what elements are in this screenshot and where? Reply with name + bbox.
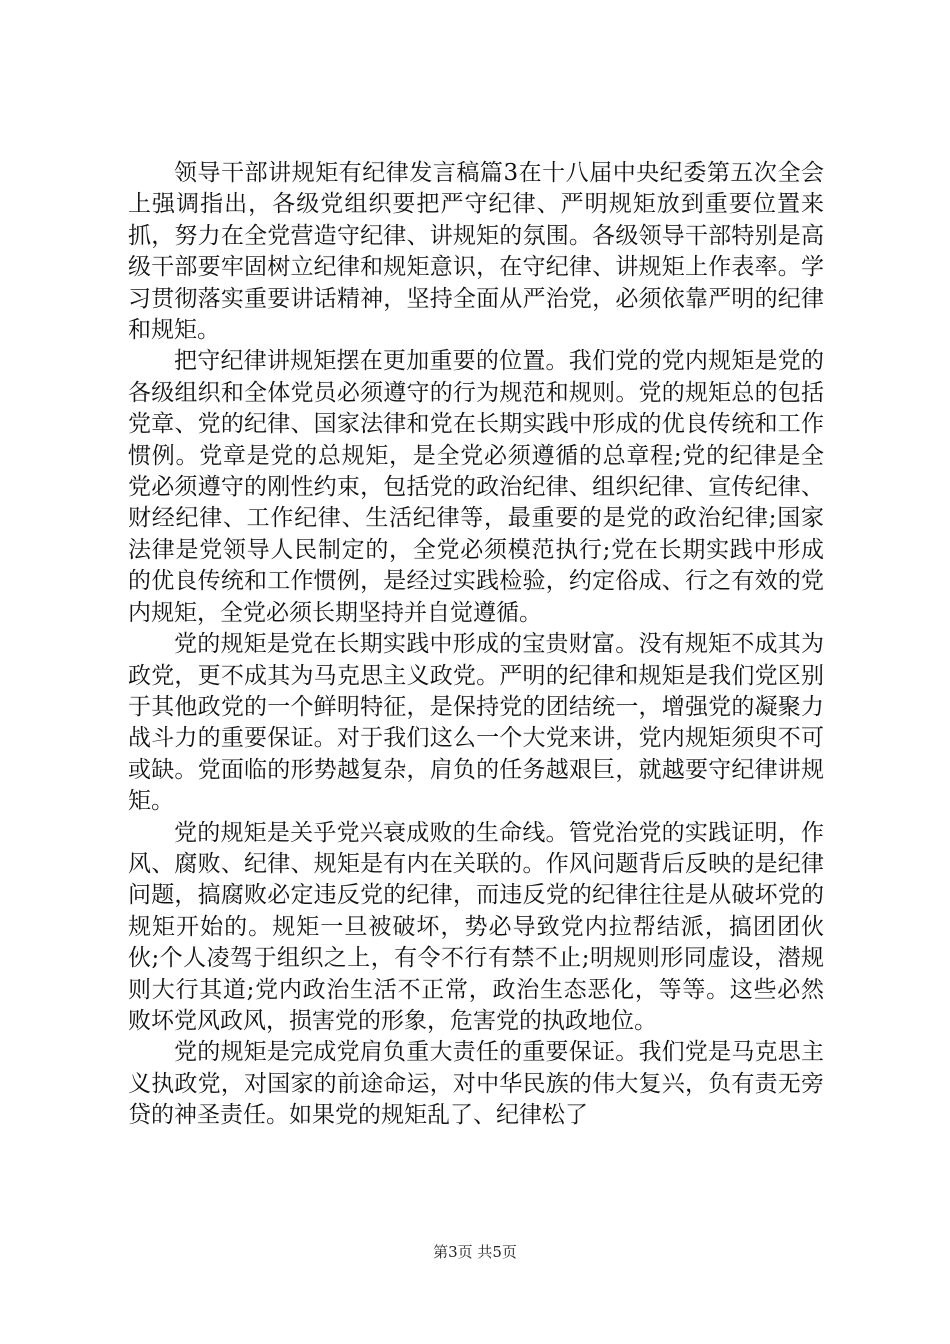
paragraph: 党的规矩是完成党肩负重大责任的重要保证。我们党是马克思主义执政党，对国家的前途命运，对中华民族的伟大复兴，负有责无旁贷的神圣责任。如果党的规矩乱了、纪律松了 [128, 1039, 824, 1129]
document-body [128, 158, 824, 1132]
paragraph: 党的规矩是党在长期实践中形成的宝贵财富。没有规矩不成其为政党，更不成其为马克思主义政党。严明的纪律和规矩是我们党区别于其他政党的一个鲜明特征，是保持党的团结统一，增强党的凝聚力战斗力的重要保证。对于我们这么一个大党来讲，党内规矩须臾不可或缺。党面临的形势越复杂，肩负的任务越艰巨，就越要守纪律讲规矩。 [128, 631, 824, 815]
paragraph: 党的规矩是关乎党兴衰成败的生命线。管党治党的实践证明，作风、腐败、纪律、规矩是有内在关联的。作风问题背后反映的是纪律问题，搞腐败必定违反党的纪律，而违反党的纪律往往是从破坏党的规矩开始的。规矩一旦被破坏，势必导致党内拉帮结派，搞团团伙伙;个人凌驾于组织之上，有令不行有禁不止;明规则形同虚设，潜规则大行其道;党内政治生活不正常，政治生态恶化，等等。这些必然败坏党风政风，损害党的形象，危害党的执政地位。 [128, 819, 824, 1034]
page-number-footer: 第3页 共5页 [433, 1243, 517, 1261]
paragraph: 领导干部讲规矩有纪律发言稿篇3在十八届中央纪委第五次全会上强调指出，各级党组织要把严守纪律、严明规矩放到重要位置来抓，努力在全党营造守纪律、讲规矩的氛围。各级领导干部特别是高级干部要牢固树立纪律和规矩意识，在守纪律、讲规矩上作表率。学习贯彻落实重要讲话精神，坚持全面从严治党，必须依靠严明的纪律和规矩。 [128, 160, 824, 344]
paragraph: 把守纪律讲规矩摆在更加重要的位置。我们党的党内规矩是党的各级组织和全体党员必须遵守的行为规范和规则。党的规矩总的包括党章、党的纪律、国家法律和党在长期实践中形成的优良传统和工作惯例。党章是党的总规矩，是全党必须遵循的总章程;党的纪律是全党必须遵守的刚性约束，包括党的政治纪律、组织纪律、宣传纪律、财经纪律、工作纪律、生活纪律等，最重要的是党的政治纪律;国家法律是党领导人民制定的，全党必须模范执行;党在长期实践中形成的优良传统和工作惯例，是经过实践检验，约定俗成、行之有效的党内规矩，全党必须长期坚持并自觉遵循。 [128, 348, 824, 626]
